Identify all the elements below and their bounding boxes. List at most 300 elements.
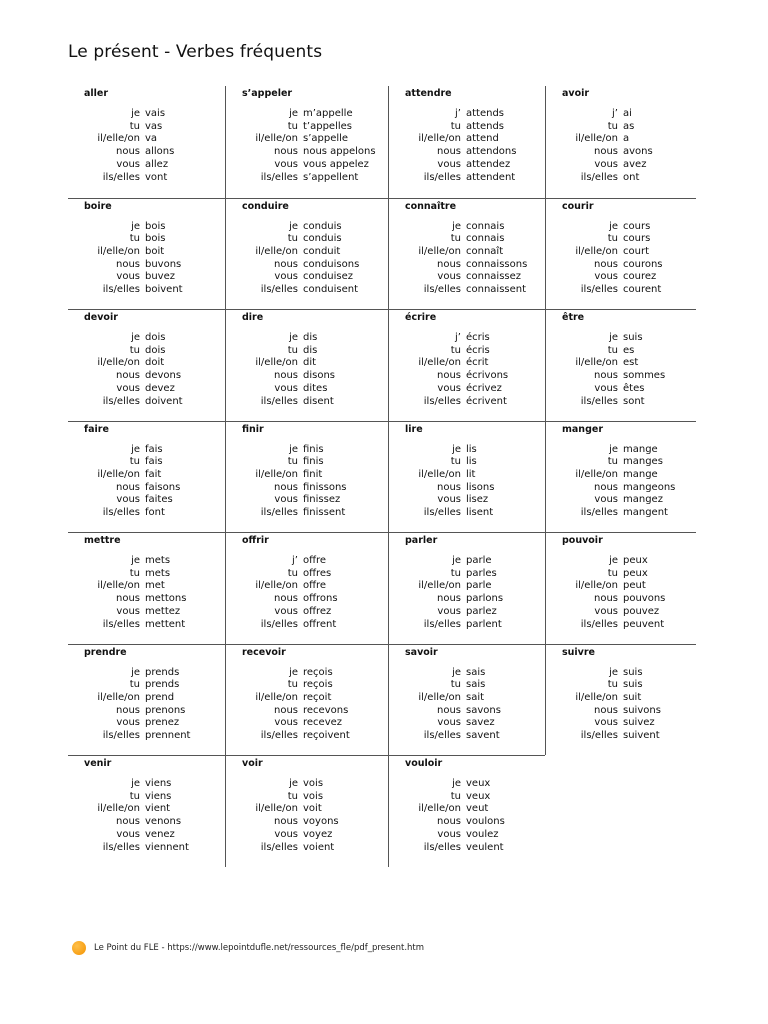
verb-form: viens (145, 790, 172, 802)
verb-form: devons (145, 370, 182, 382)
pronoun: tu (450, 233, 461, 245)
pronoun: nous (436, 481, 461, 493)
pronoun: il/elle/on (575, 245, 618, 257)
pronoun: ils/elles (102, 284, 140, 296)
verb-infinitive: savoir (405, 646, 438, 658)
verb-form: offre (303, 580, 327, 592)
pronoun: ils/elles (423, 507, 461, 519)
verb-form: viens (145, 778, 172, 789)
pronoun: ils/elles (102, 730, 140, 742)
verb-form: finis (303, 443, 324, 455)
pronoun: tu (287, 679, 298, 691)
verb-form: mettez (145, 605, 181, 617)
verb-form: sais (466, 666, 486, 678)
pronoun: je (131, 666, 140, 678)
pronoun: tu (607, 233, 618, 245)
conjugation-list (546, 108, 653, 184)
verb-form: suis (623, 666, 643, 678)
pronoun: nous (436, 704, 461, 716)
verb-infinitive: mettre (84, 535, 121, 546)
verb-form: conduisent (303, 284, 359, 296)
verb-infinitive: conduire (242, 200, 289, 212)
page-title: Le présent - Verbes fréquents (68, 42, 323, 62)
verb-form: offres (303, 567, 332, 579)
verb-form: recevez (303, 717, 343, 729)
pronoun: il/elle/on (255, 803, 298, 815)
pronoun: tu (450, 456, 461, 468)
verb-form: connais (466, 233, 505, 245)
verb-cell (225, 421, 388, 533)
verb-form: boivent (145, 284, 183, 296)
pronoun: il/elle/on (418, 133, 461, 145)
pronoun: vous (274, 271, 298, 283)
pronoun: ils/elles (580, 171, 618, 183)
verb-form: veulent (466, 841, 504, 853)
verb-infinitive: pouvoir (562, 535, 603, 546)
pronoun: ils/elles (260, 730, 298, 742)
pronoun: vous (437, 271, 461, 283)
verb-form: parlons (466, 593, 504, 605)
verb-infinitive: dire (242, 312, 264, 323)
pronoun: j’ (455, 332, 461, 343)
verb-form: va (145, 133, 158, 145)
verb-cell (388, 86, 545, 198)
pronoun: je (609, 332, 618, 343)
pronoun: nous (273, 593, 298, 605)
pronoun: vous (594, 494, 618, 506)
conjugation-list (226, 555, 338, 631)
verb-grid (68, 86, 696, 867)
verb-form: voyons (303, 816, 339, 828)
pronoun: vous (116, 382, 140, 394)
verb-form: doivent (145, 395, 183, 407)
pronoun: il/elle/on (255, 357, 298, 369)
verb-infinitive: courir (562, 200, 594, 212)
pronoun: ils/elles (102, 171, 140, 183)
pronoun: je (452, 220, 461, 232)
pronoun: tu (450, 567, 461, 579)
pronoun: il/elle/on (255, 691, 298, 703)
verb-infinitive: vouloir (405, 758, 443, 769)
verb-cell (68, 532, 225, 644)
verb-form: font (145, 507, 165, 519)
verb-form: vont (145, 171, 168, 183)
pronoun: tu (287, 233, 298, 245)
pronoun: je (131, 443, 140, 455)
verb-form: viennent (145, 841, 189, 853)
pronoun: ils/elles (260, 284, 298, 296)
pronoun: vous (116, 271, 140, 283)
pronoun: ils/elles (423, 618, 461, 630)
verb-form: peux (623, 555, 648, 566)
conjugation-list (68, 221, 183, 297)
verb-form: dis (303, 332, 318, 343)
pronoun: il/elle/on (97, 691, 140, 703)
pronoun: j’ (292, 555, 298, 566)
pronoun: vous (437, 717, 461, 729)
verb-form: veux (466, 778, 491, 789)
pronoun: tu (450, 344, 461, 356)
pronoun: il/elle/on (418, 803, 461, 815)
verb-form: connaît (466, 245, 504, 257)
pronoun: il/elle/on (418, 468, 461, 480)
verb-form: dit (303, 357, 317, 369)
pronoun: il/elle/on (418, 245, 461, 257)
verb-form: bois (145, 220, 166, 232)
pronoun: tu (607, 456, 618, 468)
pronoun: il/elle/on (97, 580, 140, 592)
verb-form: mettent (145, 618, 186, 630)
pronoun: vous (594, 158, 618, 170)
verb-form: disent (303, 395, 334, 407)
verb-cell (68, 421, 225, 533)
verb-form: m’appelle (303, 108, 353, 119)
verb-form: vois (303, 778, 324, 789)
pronoun: il/elle/on (255, 468, 298, 480)
verb-infinitive: attendre (405, 88, 452, 99)
conjugation-list (389, 221, 527, 297)
pronoun: nous (115, 370, 140, 382)
verb-form: vous appelez (303, 158, 369, 170)
verb-form: connais (466, 220, 505, 232)
pronoun: ils/elles (102, 618, 140, 630)
pronoun: je (131, 332, 140, 343)
pronoun: vous (116, 717, 140, 729)
verb-form: prend (145, 691, 175, 703)
pronoun: il/elle/on (97, 133, 140, 145)
pronoun: ils/elles (102, 395, 140, 407)
pronoun: tu (287, 790, 298, 802)
verb-infinitive: aller (84, 88, 109, 99)
verb-form: mange (623, 443, 658, 455)
verb-form: dois (145, 344, 166, 356)
pronoun: tu (129, 120, 140, 132)
pronoun: vous (274, 158, 298, 170)
pronoun: il/elle/on (97, 357, 140, 369)
verb-form: est (623, 357, 639, 369)
verb-form: attends (466, 120, 505, 132)
verb-form: voulez (466, 828, 499, 840)
verb-form: faites (145, 494, 173, 506)
verb-form: suis (623, 332, 643, 343)
pronoun: je (131, 108, 140, 119)
pronoun: je (609, 555, 618, 566)
verb-form: veut (466, 803, 489, 815)
verb-cell (388, 532, 545, 644)
verb-form: prenons (145, 704, 186, 716)
verb-form: savez (466, 717, 495, 729)
verb-form: s’appellent (303, 171, 359, 183)
conjugation-list (546, 444, 675, 520)
verb-form: fais (145, 443, 163, 455)
pronoun: je (609, 666, 618, 678)
pronoun: vous (116, 158, 140, 170)
footer-text[interactable]: Le Point du FLE - https://www.lepointdufle.net/ressources_fle/pdf_present.htm (94, 943, 425, 953)
verb-form: boit (145, 245, 165, 257)
verb-form: attendez (466, 158, 511, 170)
pronoun: tu (287, 567, 298, 579)
verb-form: recevons (303, 704, 349, 716)
pronoun: ils/elles (580, 730, 618, 742)
pronoun: ils/elles (423, 395, 461, 407)
verb-form: ont (623, 171, 640, 183)
pronoun: je (609, 443, 618, 455)
pronoun: vous (437, 494, 461, 506)
verb-cell (225, 532, 388, 644)
verb-form: conduisons (303, 258, 360, 270)
pronoun: je (131, 555, 140, 566)
verb-infinitive: venir (84, 758, 112, 769)
verb-form: peux (623, 567, 648, 579)
pronoun: ils/elles (423, 841, 461, 853)
verb-form: prends (145, 666, 180, 678)
verb-form: fais (145, 456, 163, 468)
pronoun: tu (129, 456, 140, 468)
verb-cell (545, 198, 696, 310)
verb-infinitive: devoir (84, 312, 118, 323)
verb-form: reçoivent (303, 730, 350, 742)
verb-cell (388, 309, 545, 421)
pronoun: il/elle/on (418, 691, 461, 703)
verb-form: savent (466, 730, 500, 742)
verb-form: écris (466, 344, 490, 356)
verb-infinitive: lire (405, 423, 423, 435)
verb-form: écrivent (466, 395, 507, 407)
verb-form: conduisez (303, 271, 354, 283)
verb-form: avons (623, 146, 653, 158)
pronoun: tu (450, 679, 461, 691)
verb-form: mettons (145, 593, 187, 605)
verb-form: courons (623, 258, 663, 270)
verb-form: venons (145, 816, 182, 828)
verb-form: reçoit (303, 691, 332, 703)
pronoun: ils/elles (102, 841, 140, 853)
verb-form: savons (466, 704, 501, 716)
verb-form: doit (145, 357, 165, 369)
verb-form: es (623, 344, 635, 356)
pronoun: j’ (612, 108, 618, 119)
verb-form: mangent (623, 507, 668, 519)
verb-form: allons (145, 146, 175, 158)
pronoun: je (452, 778, 461, 789)
verb-cell (545, 421, 696, 533)
pronoun: nous (115, 146, 140, 158)
verb-form: venez (145, 828, 175, 840)
verb-cell (388, 755, 545, 867)
verb-cell (388, 644, 545, 756)
pronoun: vous (274, 605, 298, 617)
pronoun: il/elle/on (575, 468, 618, 480)
verb-infinitive: être (562, 312, 585, 323)
pronoun: nous (436, 816, 461, 828)
verb-form: buvez (145, 271, 176, 283)
pronoun: ils/elles (580, 395, 618, 407)
pronoun: tu (287, 344, 298, 356)
pronoun: vous (594, 605, 618, 617)
footer (72, 941, 424, 955)
verb-form: offrent (303, 618, 337, 630)
verb-cell (68, 198, 225, 310)
verb-form: pouvez (623, 605, 660, 617)
verb-form: manges (623, 456, 663, 468)
verb-infinitive: parler (405, 535, 438, 546)
verb-cell (225, 309, 388, 421)
pronoun: je (289, 108, 298, 119)
pronoun: il/elle/on (418, 357, 461, 369)
verb-form: mets (145, 567, 171, 579)
verb-form: suit (623, 691, 642, 703)
pronoun: nous (593, 593, 618, 605)
pronoun: tu (450, 120, 461, 132)
pronoun: nous (115, 258, 140, 270)
verb-form: vois (303, 790, 324, 802)
pronoun: ils/elles (260, 507, 298, 519)
verb-form: allez (145, 158, 169, 170)
pronoun: nous (273, 370, 298, 382)
pronoun: vous (274, 717, 298, 729)
verb-cell (225, 755, 388, 867)
verb-cell (545, 644, 696, 756)
verb-form: a (623, 133, 630, 145)
conjugation-list (68, 778, 189, 854)
pronoun: vous (437, 605, 461, 617)
verb-form: connaissent (466, 284, 527, 296)
verb-infinitive: avoir (562, 88, 590, 99)
pronoun: je (131, 220, 140, 232)
verb-cell (68, 309, 225, 421)
conjugation-list (226, 778, 339, 854)
verb-form: attendent (466, 171, 516, 183)
pronoun: nous (436, 258, 461, 270)
verb-form: s’appelle (303, 133, 349, 145)
conjugation-list (546, 221, 663, 297)
verb-form: attend (466, 133, 499, 145)
pronoun: tu (129, 790, 140, 802)
pronoun: nous (273, 258, 298, 270)
verb-infinitive: voir (242, 758, 263, 769)
verb-infinitive: écrire (405, 312, 437, 323)
verb-form: sont (623, 395, 645, 407)
verb-cell (225, 198, 388, 310)
verb-form: attendons (466, 146, 517, 158)
pronoun: tu (607, 679, 618, 691)
verb-form: parle (466, 580, 492, 592)
pronoun: je (452, 443, 461, 455)
verb-form: vas (145, 120, 163, 132)
conjugation-list (68, 444, 180, 520)
verb-form: lisons (466, 481, 495, 493)
verb-form: parlez (466, 605, 497, 617)
verb-form: met (145, 580, 165, 592)
verb-form: offrons (303, 593, 338, 605)
verb-form: finit (303, 468, 323, 480)
verb-form: dites (303, 382, 328, 394)
pronoun: vous (116, 605, 140, 617)
pronoun: tu (129, 344, 140, 356)
verb-form: écrivons (466, 370, 509, 382)
pronoun: vous (274, 494, 298, 506)
pronoun: vous (274, 382, 298, 394)
pronoun: ils/elles (580, 284, 618, 296)
pronoun: il/elle/on (575, 691, 618, 703)
verb-cell (225, 86, 388, 198)
verb-form: connaissez (466, 271, 522, 283)
verb-form: buvons (145, 258, 182, 270)
verb-form: mangez (623, 494, 663, 506)
conjugation-list (389, 667, 501, 743)
verb-form: pouvons (623, 593, 666, 605)
pronoun: vous (594, 382, 618, 394)
pronoun: il/elle/on (255, 133, 298, 145)
verb-form: prends (145, 679, 180, 691)
verb-infinitive: prendre (84, 646, 127, 658)
pronoun: nous (115, 816, 140, 828)
verb-form: peut (623, 580, 646, 592)
pronoun: nous (115, 704, 140, 716)
verb-form: écrivez (466, 382, 502, 394)
verb-cell (68, 755, 225, 867)
conjugation-list (68, 667, 190, 743)
verb-form: conduis (303, 220, 342, 232)
pronoun: nous (115, 481, 140, 493)
pronoun: nous (115, 593, 140, 605)
verb-form: court (623, 245, 649, 257)
verb-form: suivons (623, 704, 661, 716)
conjugation-list (546, 555, 665, 631)
conjugation-list (226, 221, 359, 297)
pronoun: je (289, 666, 298, 678)
pronoun: vous (116, 828, 140, 840)
verb-form: suivent (623, 730, 660, 742)
conjugation-list (68, 332, 183, 408)
verb-infinitive: finir (242, 423, 264, 435)
verb-form: finissons (303, 481, 347, 493)
verb-form: devez (145, 382, 175, 394)
pronoun: nous (593, 481, 618, 493)
pronoun: je (289, 443, 298, 455)
verb-form: offrez (303, 605, 332, 617)
verb-cell (68, 86, 225, 198)
verb-form: parles (466, 567, 497, 579)
pronoun: nous (436, 370, 461, 382)
verb-infinitive: suivre (562, 646, 595, 658)
verb-form: voient (303, 841, 335, 853)
verb-form: connaissons (466, 258, 528, 270)
verb-form: bois (145, 233, 166, 245)
pronoun: nous (593, 370, 618, 382)
pronoun: je (609, 220, 618, 232)
verb-form: ai (623, 108, 632, 119)
pronoun: il/elle/on (575, 580, 618, 592)
verb-cell (388, 198, 545, 310)
verb-form: reçois (303, 679, 333, 691)
verb-form: attends (466, 108, 505, 119)
verb-form: as (623, 120, 635, 132)
verb-form: sais (466, 679, 486, 691)
pronoun: nous (273, 481, 298, 493)
verb-form: finissez (303, 494, 341, 506)
pronoun: il/elle/on (575, 133, 618, 145)
pronoun: nous (593, 704, 618, 716)
verb-form: avez (623, 158, 647, 170)
verb-cell (545, 532, 696, 644)
verb-infinitive: s’appeler (242, 88, 293, 99)
conjugation-list (546, 667, 661, 743)
conjugation-list (68, 555, 186, 631)
pronoun: nous (436, 593, 461, 605)
verb-infinitive: manger (562, 423, 604, 435)
conjugation-list (389, 444, 494, 520)
